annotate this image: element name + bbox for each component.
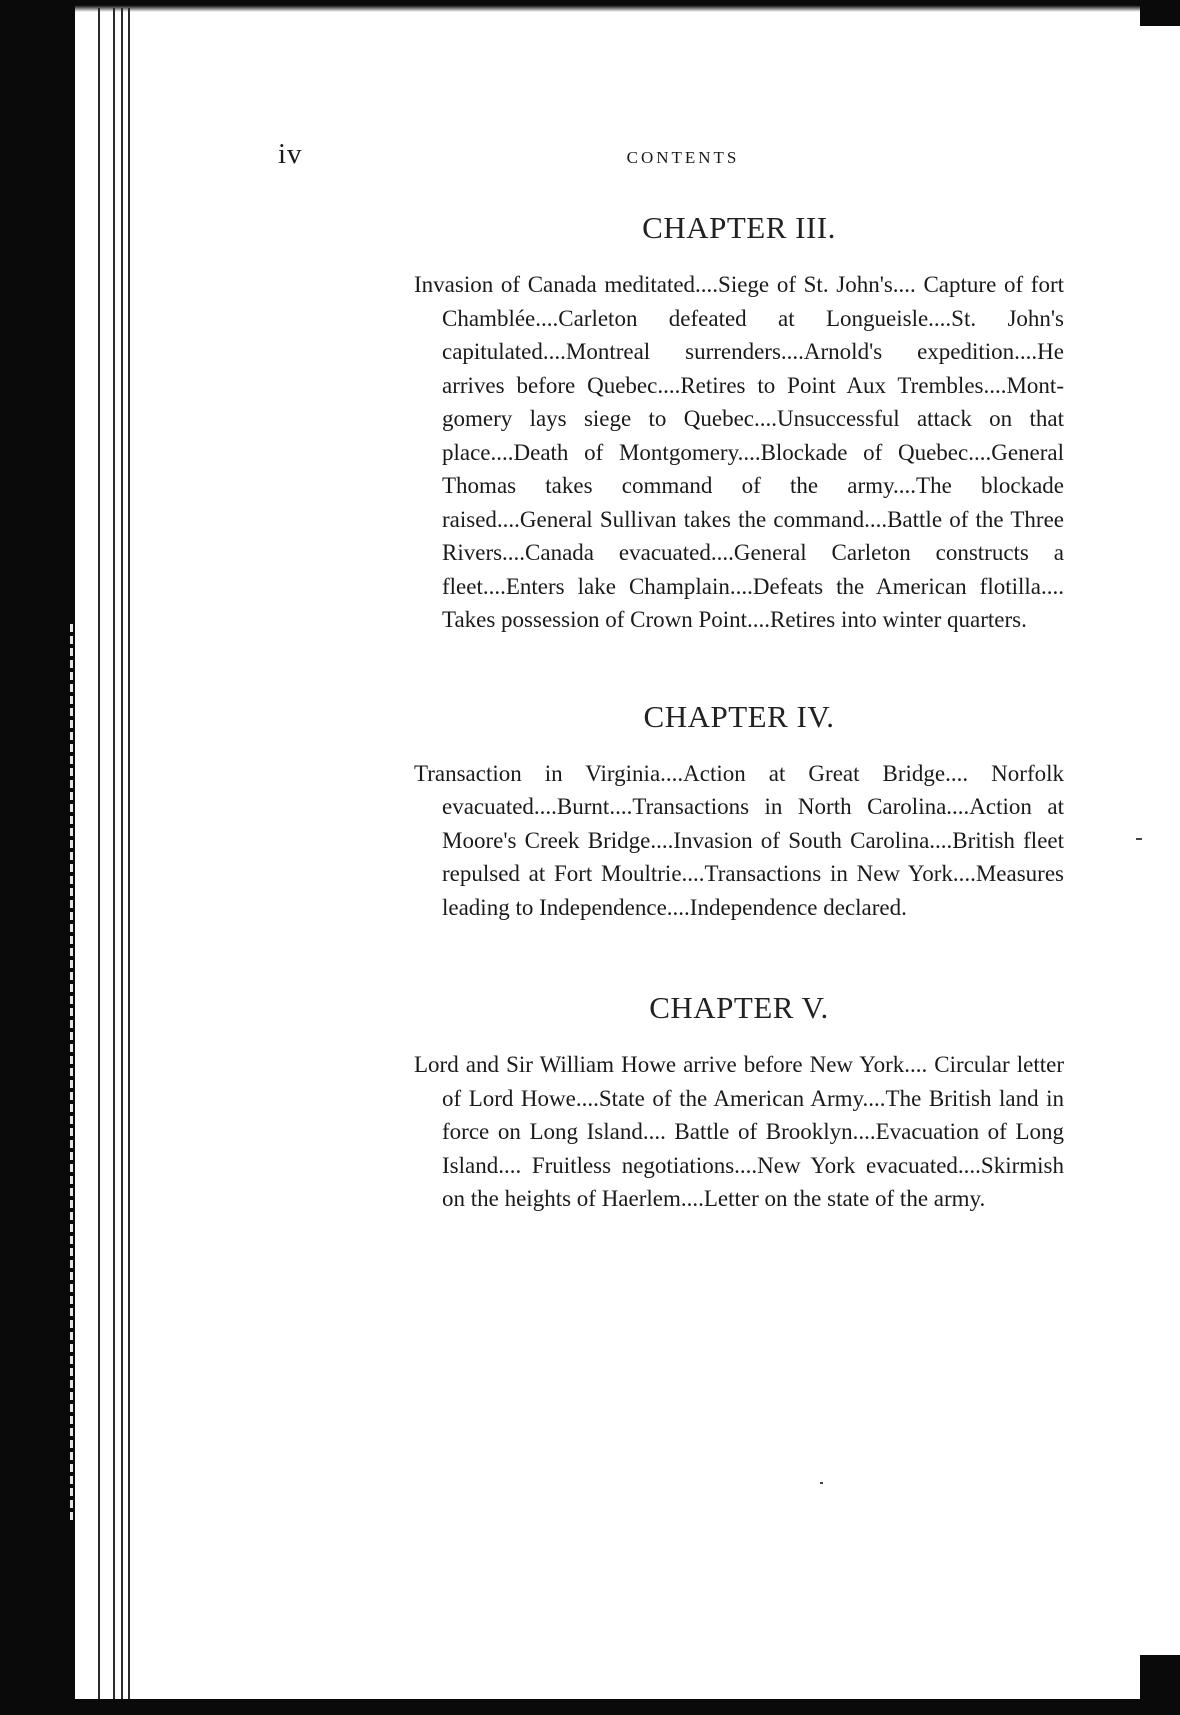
page-number: iv [278,138,303,170]
chapter-entry [414,699,1064,925]
scan-top-edge [75,0,1180,12]
running-head: CONTENTS [626,148,740,167]
scan-speck [1136,838,1142,840]
chapter-summary: Lord and Sir William Howe arrive before New York.... Circular letter of Lord Howe....State of the American Army....The British land in force on Long Island.... Battle of Brooklyn....Evacuation of Long Island.... Fruitless negotiations....New York evacuated....Skirmish on the heights of Haerlem....Letter on the state of the army. [414,1052,1064,1211]
binding-stitch-marks [70,620,73,1520]
page-header [278,138,1088,178]
gutter-line [128,8,130,1708]
chapter-summary: Invasion of Canada meditated....Siege of St. John's.... Capture of fort Chamblée....Carleton defeated at Longueisle....St. John's capitulated....Montreal surrenders....Arnold's expedition....He arrives before Quebec....Retires to Point Aux Trembles....Montgomery lays siege to Quebec....Unsuccessful attack on that place....Death of Montgomery....Blockade of Quebec....General Thomas takes command of the army....The blockade raised....General Sullivan takes the command....Battle of the Three Rivers....Canada evacuated....General Carleton constructs a fleet....Enters lake Champlain....Defeats the American flotilla.... Takes possession of Crown Point....Retires into winter quarters. [414,272,1064,632]
chapter-title: CHAPTER V. [649,990,829,1025]
scan-bottom-right-corner [1140,1655,1180,1715]
chapter-entry [414,990,1064,1216]
scan-bottom-edge [75,1699,1180,1715]
chapter-summary: Transaction in Virginia....Action at Great Bridge.... Norfolk evacuated....Burnt....Transactions in North Carolina....Action at Moore's Creek Bridge....Invasion of South Carolina....British fleet repulsed at Fort Moultrie....Transactions in New York....Measures leading to Independence....Independence declared. [414,760,1064,920]
chapter-entry [414,210,1064,637]
gutter-line [98,8,100,1708]
scan-speck [820,1482,823,1484]
chapter-title: CHAPTER III. [642,210,836,245]
scan-top-right-corner [1140,0,1180,26]
contents-list [414,210,1064,1216]
book-spine-shadow [0,0,75,1715]
chapter-title: CHAPTER IV. [643,698,835,734]
gutter-line [113,8,115,1708]
gutter-line [121,8,123,1708]
